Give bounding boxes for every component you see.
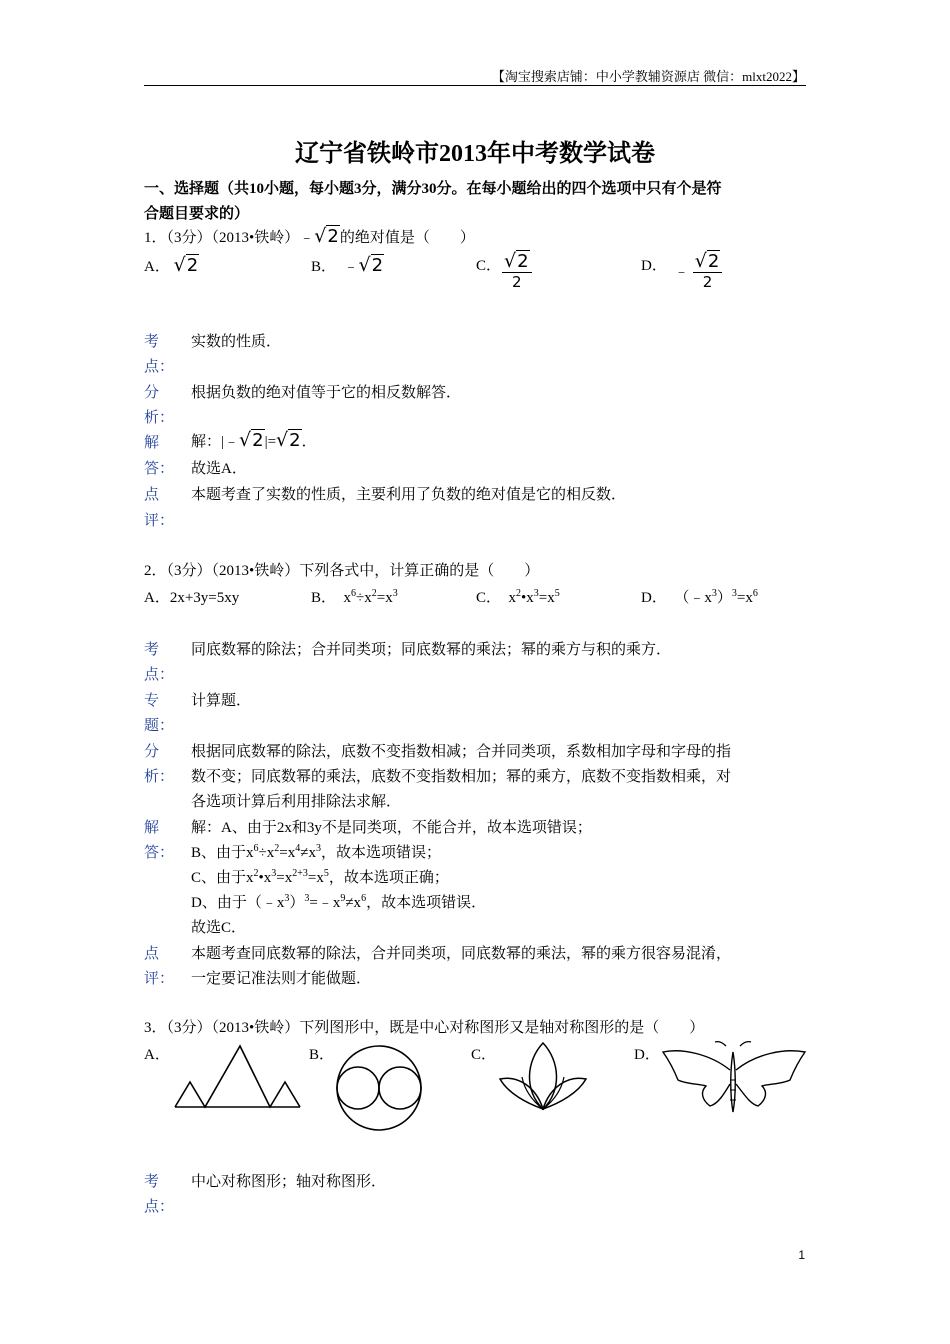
q2-jieda-line1: 解：A、由于2x和3y不是同类项，不能合并，故本选项错误； [191,820,592,836]
q1-jieda-line2: 故选A． [191,461,247,477]
label-dianping: 点 [144,487,160,503]
q2-option-c: C． $x^2•x^3=x^5$ [476,588,560,606]
sqrt-symbol: √2 [358,254,384,276]
q2-option-d: D． $(﹣x^3)^3=x^6$ [641,588,758,606]
q1-kaodian: 实数的性质． [191,334,282,350]
q1-option-d: D． [641,258,667,274]
sqrt-symbol: √2 [173,254,199,276]
label-jieda: 解 [144,435,160,451]
q1-option-a: A． √2 [144,254,199,276]
sqrt-symbol: √2 [314,225,339,247]
label-kaodian: 考 [144,642,160,658]
question-3-stem: 3．（3分）（2013•铁岭）下列图形中，既是中心对称图形又是轴对称图形的是（ ） [144,1020,705,1036]
page-number: 1 [798,1248,805,1262]
q1-option-d-fraction: ﹣ $\frac{√2}{2}$ [674,250,722,291]
label-jieda-2: 答： [144,845,175,861]
label-fenxi-2: 析： [144,769,175,785]
label-kaodian: 考 [144,334,160,350]
q3-option-c-label: C． [471,1047,497,1063]
q2-option-a: A．2x+3y=5xy [144,590,240,606]
label-kaodian-2: 点： [144,1199,175,1215]
lotus-figure [496,1041,590,1113]
label-fenxi-2: 析： [144,410,175,426]
q2-fenxi-line2: 数不变；同底数幂的乘法，底数不变指数相加；幂的乘方，底数不变指数相乘，对 [191,769,732,785]
label-kaodian: 考 [144,1174,160,1190]
q3-option-b-label: B． [309,1047,335,1063]
q1-fenxi: 根据负数的绝对值等于它的相反数解答． [191,385,462,401]
butterfly-figure [660,1040,808,1116]
section-heading-line2: 合题目要求的） [144,206,250,222]
label-fenxi: 分 [144,744,160,760]
q1-dianping: 本题考查了实数的性质，主要利用了负数的绝对值是它的相反数． [191,487,627,503]
q2-kaodian: 同底数幂的除法；合并同类项；同底数幂的乘法；幂的乘方与积的乘方． [191,642,672,658]
label-zhuanti: 专 [144,693,160,709]
q2-zhuanti: 计算题． [191,693,252,709]
question-2-stem: 2．（3分）（2013•铁岭）下列各式中，计算正确的是（ ） [144,563,540,579]
q3-option-a-label: A． [144,1047,170,1063]
q2-fenxi-line1: 根据同底数幂的除法，底数不变指数相减；合并同类项，系数相加字母和字母的指 [191,744,732,760]
q2-jieda-line5: 故选C． [191,920,247,936]
label-zhuanti-2: 题： [144,718,175,734]
q2-fenxi-line3: 各选项计算后利用排除法求解． [191,794,402,810]
mountain-triangles-figure [172,1044,302,1110]
label-dianping-2: 评： [144,971,175,987]
question-1-stem: 1．（3分）（2013•铁岭）﹣√2的绝对值是（ ） [144,225,475,247]
label-jieda: 解 [144,820,160,836]
q2-jieda-line4: D、由于$(﹣x^3)^3=﹣x^9\ne x^6$，故本选项错误． [191,893,487,911]
q1-jieda-line1: 解：|﹣√2|=√2． [191,429,317,451]
label-kaodian-2: 点： [144,359,175,375]
q2-option-b: B． $x^6\div x^2=x^3$ [311,588,398,606]
q2-dianping-line1: 本题考查同底数幂的除法，合并同类项，同底数幂的乘法，幂的乘方很容易混淆， [191,946,732,962]
label-kaodian-2: 点： [144,667,175,683]
section-heading-line1: 一、选择题（共10小题，每小题3分，满分30分。在每小题给出的四个选项中只有个是符 [144,181,722,197]
document-title: 辽宁省铁岭市2013年中考数学试卷 [295,141,655,167]
q1-option-b: B． ﹣√2 [311,254,384,276]
label-jieda-2: 答： [144,461,175,477]
label-dianping: 点 [144,946,160,962]
q2-jieda-line2: B、由于$x^6\div x^2=x^4\ne x^3$，故本选项错误； [191,843,441,861]
q3-kaodian: 中心对称图形；轴对称图形． [191,1174,387,1190]
header-rule [144,85,806,86]
q3-option-d-label: D． [634,1047,660,1063]
q1-option-c-fraction: $\frac{√2}{2}$ [502,250,532,291]
label-dianping-2: 评： [144,513,175,529]
q2-dianping-line2: 一定要记准法则才能做题． [191,971,372,987]
label-fenxi: 分 [144,385,160,401]
circle-with-two-circles-figure [334,1043,424,1133]
q1-option-c: C． [476,258,502,274]
page-header: 【淘宝搜索店铺：中小学教辅资源店 微信：mlxt2022】 [491,69,805,84]
q2-jieda-line3: C、由于$x^2•x^3=x^{2+3}=x^5$，故本选项正确； [191,868,449,886]
